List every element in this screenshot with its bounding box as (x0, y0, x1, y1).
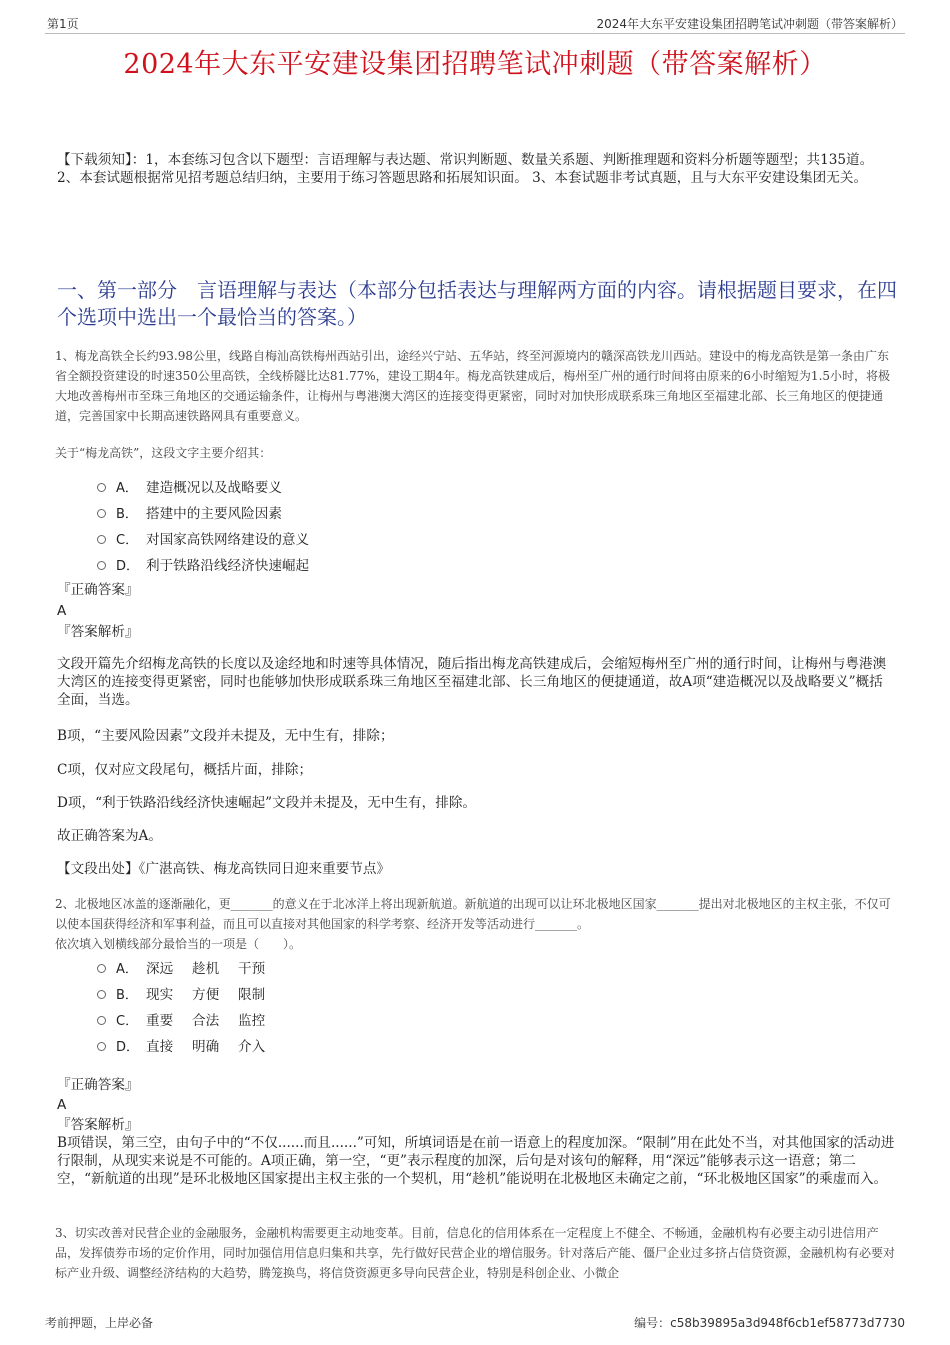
header-divider (45, 33, 905, 34)
question-1-answer: A (57, 603, 67, 619)
download-notice: 【下载须知】：1，本套练习包含以下题型：言语理解与表达题、常识判断题、数量关系题、判断推理题和资料分析题等题型；共135道。 2、本套试题根据常见招考题总结归纳，主要用于练习答题思路和拓展知识面。 3、本套试题非考试真题，且与大东平安建设集团无关。 (57, 152, 874, 186)
header-doc-title: 2024年大东平安建设集团招聘笔试冲刺题（带答案解析） (596, 17, 903, 31)
question-1-option-b[interactable]: B． 搭建中的主要风险因素 (97, 502, 282, 522)
question-1-analysis-d: D项，“利于铁路沿线经济快速崛起”文段并未提及，无中生有，排除。 (57, 795, 477, 811)
page-title: 2024年大东平安建设集团招聘笔试冲刺题（带答案解析） (123, 49, 827, 80)
section-heading: 一、第一部分 言语理解与表达（本部分包括表达与理解两方面的内容。请根据题目要求，在四个选项中选出一个最恰当的答案。） (57, 278, 897, 329)
footer-document-id: 编号：c58b39895a3d948f6cb1ef58773d7730 (634, 1316, 905, 1330)
radio-icon[interactable] (97, 1042, 106, 1051)
question-2-passage: 2、北极地区冰盖的逐渐融化，更_______的意义在于北冰洋上将出现新航道。新航道的出现可以让环北极地区国家_______提出对北极地区的主权主张，不仅可以使本国获得经济和军事利益，而且可以直接对其他国家的科学考察、经济开发等活动进行_______。 (55, 897, 891, 931)
question-1-prompt: 关于“梅龙高铁”，这段文字主要介绍其： (55, 446, 272, 460)
radio-icon[interactable] (97, 990, 106, 999)
question-1-option-d[interactable]: D． 利于铁路沿线经济快速崛起 (97, 554, 309, 574)
question-2-option-a[interactable]: A． 深远 趁机 干预 (97, 957, 265, 977)
question-1-answer-label: 『正确答案』 (57, 582, 139, 598)
page-number: 第1页 (47, 17, 79, 31)
question-1-analysis-c: C项，仅对应文段尾句，概括片面，排除； (57, 762, 313, 778)
question-2-prompt: 依次填入划横线部分最恰当的一项是（ ）。 (55, 937, 302, 951)
question-2-option-d[interactable]: D． 直接 明确 介入 (97, 1035, 265, 1055)
question-1-passage: 1、梅龙高铁全长约93.98公里，线路自梅汕高铁梅州西站引出，途经兴宁站、五华站，终至河源境内的赣深高铁龙川西站。建设中的梅龙高铁是第一条由广东省全额投资建设的时速350公里高铁，全线桥隧比达81.77%，建设工期4年。梅龙高铁建成后，梅州至广州的通行时间将由原来的6小时缩短为1.5小时，将极大地改善梅州市至珠三角地区的交通运输条件，让梅州与粤港澳大湾区的连接变得更紧密，同时对加快形成联系珠三角地区至福建北部、长三角地区的便捷通道，完善国家中长期高速铁路网具有重要意义。 (55, 349, 891, 423)
question-2-option-c[interactable]: C． 重要 合法 监控 (97, 1009, 265, 1029)
question-2-analysis-label: 『答案解析』 (57, 1117, 139, 1133)
question-1-analysis-paragraph: 文段开篇先介绍梅龙高铁的长度以及途经地和时速等具体情况，随后指出梅龙高铁建成后，会缩短梅州至广州的通行时间，让梅州与粤港澳大湾区的连接变得更紧密，同时也能够加快形成联系珠三角地区至福建北部、长三角地区的便捷通道，故A项“建造概况以及战略要义”概括全面，当选。 (57, 656, 887, 708)
radio-icon[interactable] (97, 483, 106, 492)
radio-icon[interactable] (97, 1016, 106, 1025)
radio-icon[interactable] (97, 561, 106, 570)
question-1-conclusion: 故正确答案为A。 (57, 828, 162, 844)
radio-icon[interactable] (97, 509, 106, 518)
question-2-option-b[interactable]: B． 现实 方便 限制 (97, 983, 265, 1003)
question-3-passage: 3、切实改善对民营企业的金融服务，金融机构需要更主动地变革。目前，信息化的信用体系在一定程度上不健全、不畅通，金融机构有必要主动引进信用产品，发挥债券市场的定价作用，同时加强信用信息归集和共享，先行做好民营企业的增信服务。针对落后产能、僵尸企业过多挤占信贷资源，金融机构有必要对标产业升级、调整经济结构的大趋势，腾笼换鸟，将信贷资源更多导向民营企业，特别是科创企业、小微企 (55, 1226, 896, 1280)
question-1-option-c[interactable]: C． 对国家高铁网络建设的意义 (97, 528, 309, 548)
footer-slogan: 考前押题，上岸必备 (45, 1316, 154, 1330)
question-2-answer: A (57, 1097, 67, 1113)
question-1-option-a[interactable]: A． 建造概况以及战略要义 (97, 476, 282, 496)
radio-icon[interactable] (97, 535, 106, 544)
question-2-analysis: B项错误，第三空，由句子中的“不仅......而且......”可知，所填词语是在前一语意上的程度加深。“限制”用在此处不当，对其他国家的活动进行限制，从现实来说是不可能的。A项正确，第一空，“更”表示程度的加深，后句是对该句的解释，用“深远”能够表示这一语意；第二空，“新航道的出现”是环北极地区国家提出主权主张的一个契机，用“趁机”能说明在北极地区未确定之前，“环北极地区国家”的乘虚而入。 (57, 1135, 895, 1187)
question-1-analysis-b: B项，“主要风险因素”文段并未提及，无中生有，排除； (57, 728, 394, 744)
question-2-answer-label: 『正确答案』 (57, 1077, 139, 1093)
radio-icon[interactable] (97, 964, 106, 973)
question-1-source: 【文段出处】《广湛高铁、梅龙高铁同日迎来重要节点》 (57, 861, 391, 877)
question-1-analysis-label: 『答案解析』 (57, 624, 139, 640)
